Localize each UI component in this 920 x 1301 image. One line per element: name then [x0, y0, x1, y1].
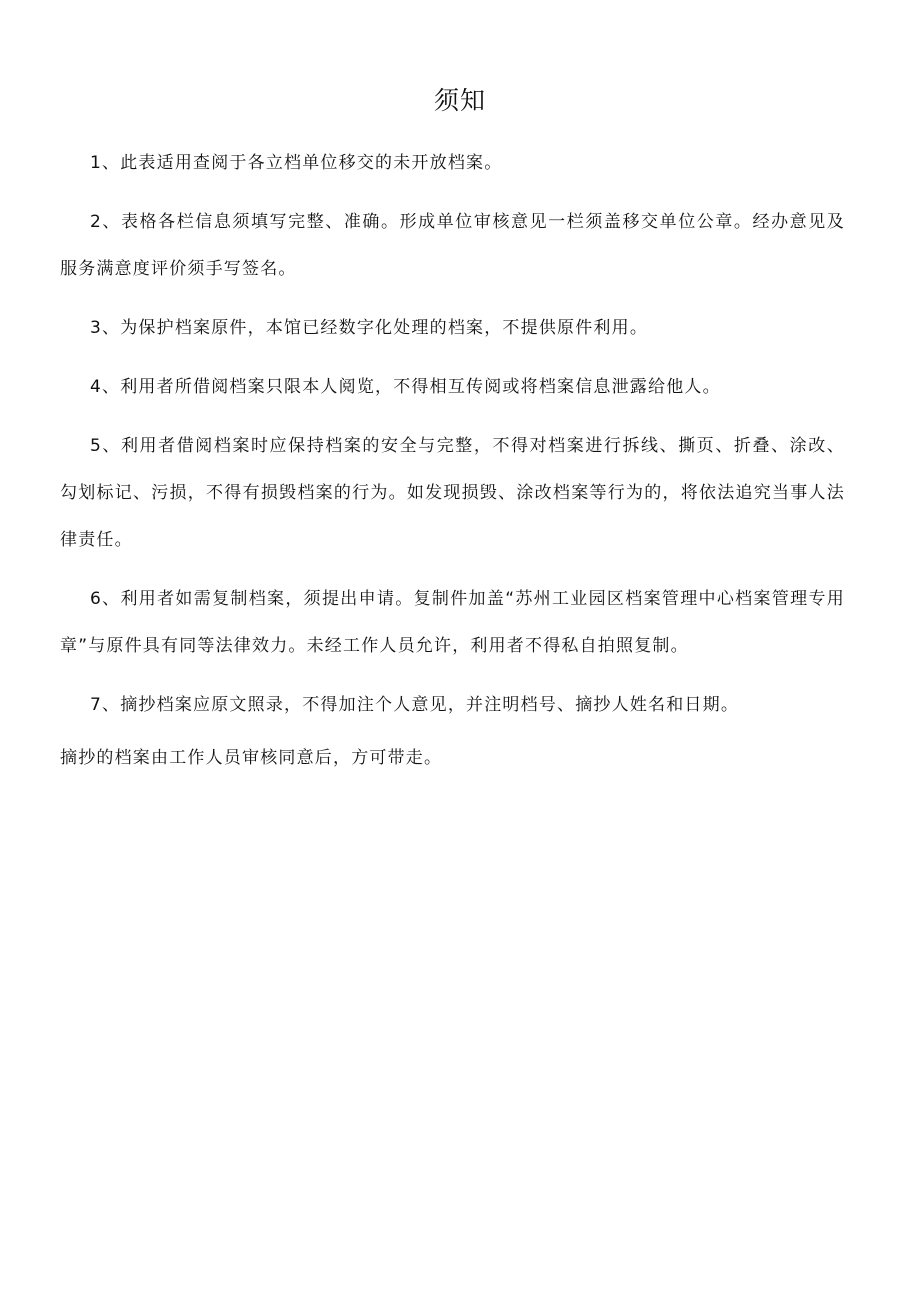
notice-item-2: 2、表格各栏信息须填写完整、准确。形成单位审核意见一栏须盖移交单位公章。经办意见及服务满意度评价须手写签名。 [60, 212, 845, 279]
page-title: 须知 [433, 86, 486, 115]
notice-item-3: 3、为保护档案原件，本馆已经数字化处理的档案，不提供原件利用。 [90, 318, 649, 338]
notice-item-6: 6、利用者如需复制档案，须提出申请。复制件加盖“苏州工业园区档案管理中心档案管理专用章”与原件具有同等法律效力。未经工作人员允许，利用者不得私自拍照复制。 [60, 589, 845, 656]
notice-item-1: 1、此表适用查阅于各立档单位移交的未开放档案。 [90, 153, 503, 173]
notice-item-4: 4、利用者所借阅档案只限本人阅览，不得相互传阅或将档案信息泄露给他人。 [90, 377, 721, 397]
notice-item-7: 7、摘抄档案应原文照录，不得加注个人意见，并注明档号、摘抄人姓名和日期。 [90, 695, 740, 715]
notice-item-5: 5、利用者借阅档案时应保持档案的安全与完整，不得对档案进行拆线、撕页、折叠、涂改、勾划标记、污损，不得有损毁档案的行为。如发现损毁、涂改档案等行为的，将依法追究当事人法律责任。 [60, 436, 845, 550]
notice-content [60, 140, 845, 794]
notice-final-line: 摘抄的档案由工作人员审核同意后，方可带走。 [60, 748, 443, 768]
